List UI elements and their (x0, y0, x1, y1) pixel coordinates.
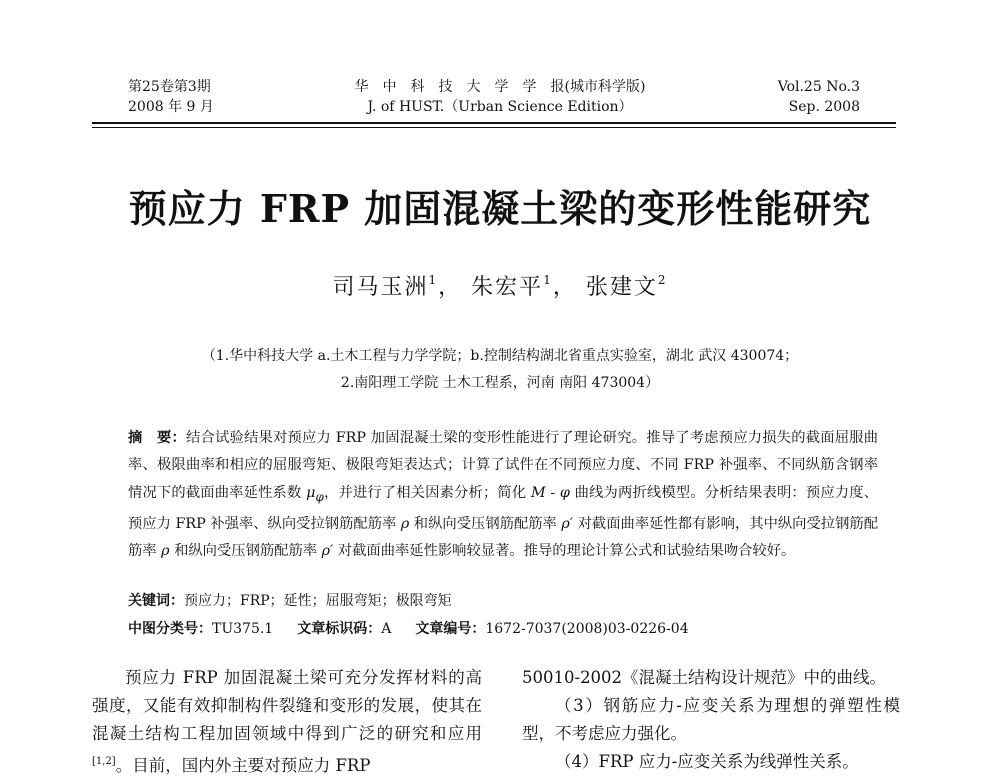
date-en: Sep. 2008 (788, 99, 860, 115)
clc-label: 中图分类号： (128, 621, 212, 637)
affiliation-line-2: 2.南阳理工学院 土木工程系，河南 南阳 473004） (340, 375, 660, 391)
classification-line (128, 618, 713, 638)
clc-value: TU375.1 (212, 621, 274, 637)
article-id-label: 文章编号： (415, 621, 486, 637)
abstract-label: 摘 要： (128, 430, 186, 446)
keywords-label: 关键词： (128, 593, 184, 609)
header-rule-thin (92, 127, 896, 128)
author-name: 朱宏平 (471, 275, 544, 300)
body-right-column (522, 664, 900, 776)
header-rule (92, 122, 896, 124)
author-name: 张建文 (585, 275, 658, 300)
keywords-text: 预应力；FRP；延性；屈服弯矩；极限弯矩 (184, 593, 452, 609)
doc-code-label: 文章标识码： (297, 621, 382, 637)
assumption-4: （4）FRP 应力-应变关系为线弹性关系。 (555, 752, 859, 771)
doc-code-value: A (381, 621, 392, 637)
article-id-value: 1672-7037(2008)03-0226-04 (485, 621, 689, 637)
author-affil-mark: 2 (657, 273, 668, 287)
volume-issue: 第25卷第3期 (128, 79, 211, 95)
citation-ref[interactable]: [1,2] (92, 756, 116, 767)
author-name: 司马玉洲 (332, 275, 429, 300)
paper-title: 预应力 FRP 加固混凝土梁的变形性能研究 (128, 186, 872, 231)
body-paragraph: 50010-2002《混凝土结构设计规范》中的曲线。 (522, 668, 887, 687)
publication-date: 2008 年 9 月 (128, 99, 214, 115)
abstract: 摘 要：结合试验结果对预应力 FRP 加固混凝土梁的变形性能进行了理论研究。推导了考虑预应力损失的截面屈服曲率、极限曲率和相应的屈服弯矩、极限弯矩表达式；计算了试件在不同预应力度、不同 FRP 补强率、不同纵筋含钢率情况下的截面曲率延性系数 $\mu_\varphi$，并进行了相关因素分析；简化 M - φ 曲线为两折线模型。分析结果表明：预应力度、预应力 FRP 补强率、纵向受拉钢筋配筋率 ρ 和纵向受压钢筋配筋率 ρ′ 对截面曲率延性都有影响，其中纵向受拉钢筋配筋率 ρ 和纵向受压钢筋配筋率 ρ′ 对截面曲率延性影响较显著。推导的理论计算公式和试验结果吻合较好。 (128, 430, 879, 560)
affiliation-line-1: （1.华中科技大学 a.土木工程与力学学院；b.控制结构湖北省重点实验室，湖北 武汉 430074； (201, 348, 799, 364)
volume-en: Vol.25 No.3 (777, 79, 860, 95)
assumption-3: （3）钢筋应力-应变关系为理想的弹塑性模型，不考虑应力强化。 (522, 696, 900, 743)
body-left-column: 预应力 FRP 加固混凝土梁可充分发挥材料的高强度，又能有效抑制构件裂缝和变形的发展，使其在混凝土结构工程加固领域中得到广泛的研究和应用[1,2]。目前，国内外主要对预应力 FRP (92, 668, 482, 775)
author-affil-mark: 1 (543, 273, 553, 287)
author-list: 司马玉洲$^1$， 朱宏平$^1$， 张建文$^2$ (332, 273, 668, 300)
keywords (128, 590, 452, 610)
journal-name-cn: 华 中 科 技 大 学 学 报(城市科学版) (354, 79, 646, 95)
journal-name-en: J. of HUST.（Urban Science Edition） (367, 99, 633, 115)
author-affil-mark: 1 (428, 273, 439, 287)
